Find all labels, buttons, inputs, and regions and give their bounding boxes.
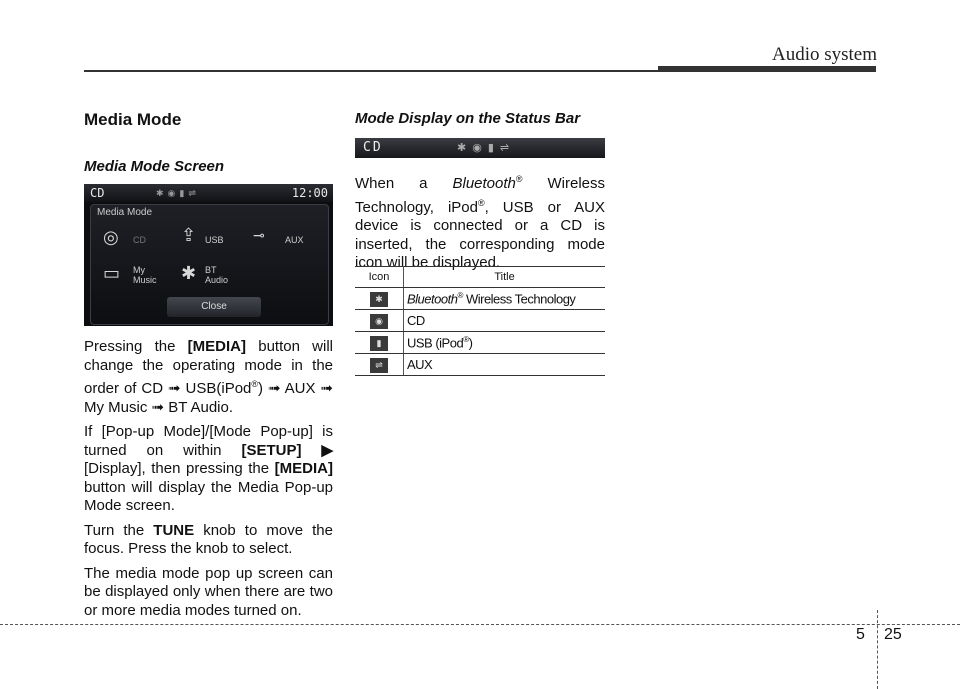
subheading-media-mode-screen: Media Mode Screen (84, 158, 225, 175)
media-item-aux: AUX (285, 235, 304, 245)
folder-icon: ▭ (103, 263, 121, 283)
media-item-my-music (133, 265, 157, 285)
bluetooth-icon: ✱ (457, 142, 473, 154)
bluetooth-icon: ✱ (181, 263, 197, 283)
left-body (84, 338, 333, 626)
status-bar-figure (355, 138, 605, 158)
close-button[interactable]: Close (167, 297, 261, 317)
footer-rule (0, 624, 960, 625)
footer-divider (877, 610, 878, 689)
screen-clock: 12:00 (291, 186, 328, 200)
table-header-icon: Icon (355, 267, 404, 288)
paragraph-status-bar: When a Bluetooth® Wireless Technology, iPod®, USB or AUX device is connected or a CD is inserted, the corresponding mode icon will be displayed. (355, 174, 605, 271)
paragraph-tune-knob: Turn the TUNE knob to move the focus. Press the knob to select. (84, 521, 333, 557)
header-rule-accent (658, 66, 876, 72)
media-mode-panel (90, 204, 329, 325)
panel-title: Media Mode (97, 207, 153, 218)
table-row: ◉ CD (355, 310, 605, 332)
bt-line2: Audio (205, 275, 229, 285)
paragraph-popup-mode: If [Pop-up Mode]/[Mode Pop-up] is turned on within [SETUP] ▶ [Display], then pressing the [MEDIA] button will display the Media Pop-up Mode screen. (84, 423, 333, 514)
aux-icon: ⇌ (499, 142, 516, 154)
table-row: ▮ USB (iPod®) (355, 332, 605, 354)
screen-status-icons: ✱◉▮⇌ (156, 188, 200, 198)
table-row: ⇌ AUX (355, 354, 605, 376)
usb-icon: ▮ (370, 336, 388, 351)
media-mode-screen-figure (84, 184, 333, 326)
paragraph-popup-note: The media mode pop up screen can be displayed only when there are two or more media modes turned on. (84, 564, 333, 619)
status-bar-icons (457, 141, 515, 154)
table-header-title: Title (404, 267, 606, 288)
section-title: Audio system (771, 44, 877, 65)
bluetooth-icon: ✱ (370, 292, 388, 307)
screen-mode-label: CD (90, 186, 105, 200)
subheading-status-bar: Mode Display on the Status Bar (355, 110, 581, 127)
media-item-bt-audio (205, 265, 228, 285)
page-number: 25 (884, 626, 902, 643)
my-music-line1: My (133, 265, 145, 275)
cd-icon: ◉ (472, 142, 488, 154)
cd-icon: ◉ (370, 314, 388, 329)
bt-line1: BT (205, 265, 217, 275)
media-item-usb: USB (205, 235, 224, 245)
table-row: ✱ Bluetooth® Wireless Technology (355, 288, 605, 310)
aux-icon: ⇌ (370, 358, 388, 373)
ipod-icon: ▮ (487, 142, 500, 154)
mode-icon-table (355, 266, 605, 376)
paragraph-media-order: Pressing the [MEDIA] button will change the operating mode in the order of CD ➟ USB(iPod®) ➟ AUX ➟ My Music ➟ BT Audio. (84, 338, 333, 416)
cd-icon: ◎ (103, 227, 119, 247)
usb-icon: ⇪ (181, 225, 197, 245)
my-music-line2: Music (133, 275, 157, 285)
heading-media-mode: Media Mode (84, 110, 182, 129)
aux-icon: ⊸ (253, 227, 265, 243)
section-number: 5 (856, 626, 865, 643)
status-bar-mode-label: CD (363, 140, 383, 155)
table-header-row (355, 267, 605, 288)
media-item-cd: CD (133, 235, 146, 245)
